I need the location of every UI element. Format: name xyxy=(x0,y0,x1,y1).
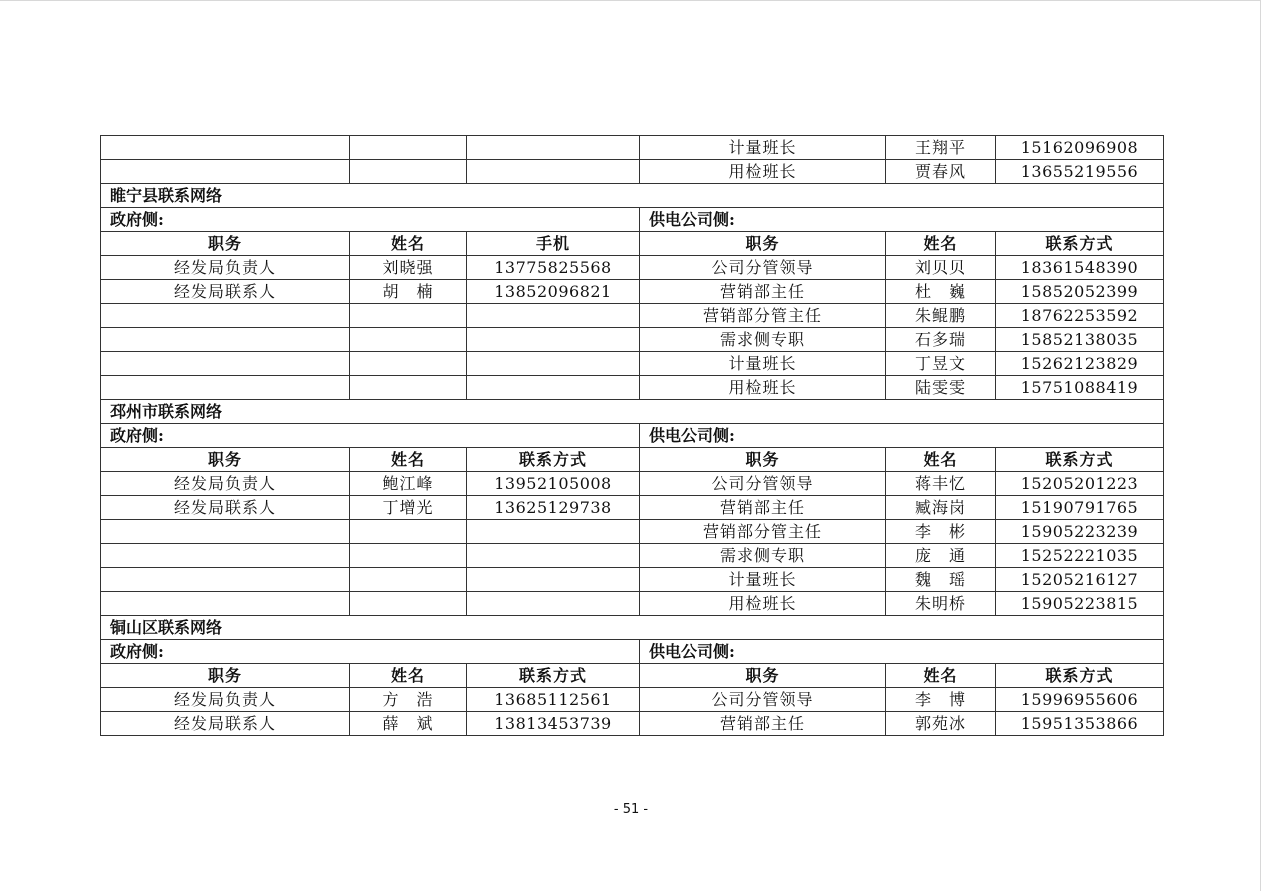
supplier-side-label: 供电公司侧: xyxy=(640,208,1164,232)
cell-sup-role: 用检班长 xyxy=(640,592,886,616)
cell-sup-name: 刘贝贝 xyxy=(886,256,996,280)
column-header-role: 职务 xyxy=(101,448,350,472)
page-number: - 51 - xyxy=(613,802,649,817)
table-row xyxy=(101,472,1164,496)
column-header-sup-name: 姓名 xyxy=(886,232,996,256)
column-header-gov-phone: 联系方式 xyxy=(467,448,640,472)
cell-gov-phone xyxy=(467,136,640,160)
cell-sup-name: 魏 瑶 xyxy=(886,568,996,592)
cell-gov-phone xyxy=(467,520,640,544)
cell-gov-role xyxy=(101,352,350,376)
supplier-side-label: 供电公司侧: xyxy=(640,424,1164,448)
table-row xyxy=(101,352,1164,376)
cell-gov-role xyxy=(101,520,350,544)
table-row xyxy=(101,160,1164,184)
cell-gov-role xyxy=(101,136,350,160)
cell-sup-role: 计量班长 xyxy=(640,136,886,160)
cell-sup-name: 王翔平 xyxy=(886,136,996,160)
column-header-gov-phone: 手机 xyxy=(467,232,640,256)
table-body xyxy=(101,136,1164,736)
column-header-sup-phone: 联系方式 xyxy=(996,232,1164,256)
cell-gov-role: 经发局负责人 xyxy=(101,472,350,496)
cell-gov-name xyxy=(350,352,467,376)
cell-gov-name: 鲍江峰 xyxy=(350,472,467,496)
table-row xyxy=(101,688,1164,712)
cell-sup-phone: 15951353866 xyxy=(996,712,1164,736)
column-header-row xyxy=(101,448,1164,472)
cell-sup-phone: 15996955606 xyxy=(996,688,1164,712)
cell-gov-phone: 13952105008 xyxy=(467,472,640,496)
government-side-label: 政府侧: xyxy=(101,208,640,232)
contact-network-table xyxy=(100,135,1164,736)
cell-gov-name: 刘晓强 xyxy=(350,256,467,280)
cell-gov-role xyxy=(101,544,350,568)
cell-sup-role: 需求侧专职 xyxy=(640,328,886,352)
table-row xyxy=(101,376,1164,400)
cell-sup-phone: 15162096908 xyxy=(996,136,1164,160)
table-row xyxy=(101,592,1164,616)
cell-sup-phone: 15190791765 xyxy=(996,496,1164,520)
cell-sup-name: 李 彬 xyxy=(886,520,996,544)
cell-sup-role: 公司分管领导 xyxy=(640,256,886,280)
column-header-sup-name: 姓名 xyxy=(886,448,996,472)
cell-sup-phone: 15852052399 xyxy=(996,280,1164,304)
cell-sup-phone: 15905223239 xyxy=(996,520,1164,544)
cell-gov-name: 胡 楠 xyxy=(350,280,467,304)
table-row xyxy=(101,280,1164,304)
cell-gov-name: 丁增光 xyxy=(350,496,467,520)
side-label-row xyxy=(101,208,1164,232)
cell-gov-role: 经发局联系人 xyxy=(101,496,350,520)
cell-gov-role xyxy=(101,592,350,616)
cell-sup-phone: 15205216127 xyxy=(996,568,1164,592)
table-row xyxy=(101,304,1164,328)
cell-gov-name xyxy=(350,520,467,544)
cell-gov-name xyxy=(350,304,467,328)
supplier-side-label: 供电公司侧: xyxy=(640,640,1164,664)
column-header-role: 职务 xyxy=(101,664,350,688)
cell-gov-role: 经发局联系人 xyxy=(101,712,350,736)
cell-sup-role: 营销部分管主任 xyxy=(640,304,886,328)
cell-gov-phone xyxy=(467,544,640,568)
column-header-name: 姓名 xyxy=(350,232,467,256)
section-title-row xyxy=(101,184,1164,208)
section-title: 邳州市联系网络 xyxy=(101,400,1164,424)
cell-sup-role: 公司分管领导 xyxy=(640,472,886,496)
cell-gov-phone: 13852096821 xyxy=(467,280,640,304)
cell-sup-role: 公司分管领导 xyxy=(640,688,886,712)
cell-sup-role: 计量班长 xyxy=(640,352,886,376)
column-header-sup-role: 职务 xyxy=(640,448,886,472)
cell-gov-name xyxy=(350,136,467,160)
cell-sup-role: 需求侧专职 xyxy=(640,544,886,568)
side-label-row xyxy=(101,640,1164,664)
cell-gov-phone xyxy=(467,376,640,400)
cell-sup-role: 用检班长 xyxy=(640,376,886,400)
column-header-role: 职务 xyxy=(101,232,350,256)
column-header-sup-name: 姓名 xyxy=(886,664,996,688)
cell-gov-phone: 13625129738 xyxy=(467,496,640,520)
cell-gov-role xyxy=(101,304,350,328)
cell-sup-role: 营销部主任 xyxy=(640,280,886,304)
column-header-row xyxy=(101,664,1164,688)
cell-gov-phone: 13813453739 xyxy=(467,712,640,736)
cell-gov-name xyxy=(350,376,467,400)
side-label-row xyxy=(101,424,1164,448)
cell-sup-name: 石多瑞 xyxy=(886,328,996,352)
cell-sup-phone: 18361548390 xyxy=(996,256,1164,280)
cell-sup-phone: 15262123829 xyxy=(996,352,1164,376)
table-row xyxy=(101,520,1164,544)
cell-gov-phone xyxy=(467,592,640,616)
cell-sup-name: 臧海岗 xyxy=(886,496,996,520)
section-title-row xyxy=(101,400,1164,424)
cell-sup-phone: 15252221035 xyxy=(996,544,1164,568)
cell-gov-name xyxy=(350,160,467,184)
column-header-sup-role: 职务 xyxy=(640,664,886,688)
cell-gov-phone xyxy=(467,160,640,184)
cell-gov-phone xyxy=(467,568,640,592)
cell-sup-name: 陆雯雯 xyxy=(886,376,996,400)
column-header-row xyxy=(101,232,1164,256)
cell-gov-name xyxy=(350,328,467,352)
government-side-label: 政府侧: xyxy=(101,424,640,448)
cell-sup-role: 营销部分管主任 xyxy=(640,520,886,544)
cell-sup-phone: 15205201223 xyxy=(996,472,1164,496)
column-header-sup-phone: 联系方式 xyxy=(996,664,1164,688)
cell-sup-name: 郭苑冰 xyxy=(886,712,996,736)
cell-gov-phone: 13775825568 xyxy=(467,256,640,280)
cell-gov-name: 方 浩 xyxy=(350,688,467,712)
cell-sup-phone: 15905223815 xyxy=(996,592,1164,616)
cell-sup-name: 丁昱文 xyxy=(886,352,996,376)
cell-sup-phone: 13655219556 xyxy=(996,160,1164,184)
table-row xyxy=(101,544,1164,568)
cell-sup-name: 朱鲲鹏 xyxy=(886,304,996,328)
cell-gov-role: 经发局联系人 xyxy=(101,280,350,304)
cell-gov-phone xyxy=(467,304,640,328)
column-header-sup-role: 职务 xyxy=(640,232,886,256)
table-row xyxy=(101,328,1164,352)
section-title-row xyxy=(101,616,1164,640)
cell-sup-name: 蒋丰忆 xyxy=(886,472,996,496)
cell-gov-role xyxy=(101,328,350,352)
cell-gov-phone: 13685112561 xyxy=(467,688,640,712)
column-header-name: 姓名 xyxy=(350,664,467,688)
table-row xyxy=(101,568,1164,592)
cell-sup-phone: 18762253592 xyxy=(996,304,1164,328)
cell-sup-name: 庞 通 xyxy=(886,544,996,568)
cell-sup-name: 李 博 xyxy=(886,688,996,712)
government-side-label: 政府侧: xyxy=(101,640,640,664)
column-header-gov-phone: 联系方式 xyxy=(467,664,640,688)
cell-sup-name: 杜 巍 xyxy=(886,280,996,304)
cell-gov-name xyxy=(350,568,467,592)
cell-sup-role: 用检班长 xyxy=(640,160,886,184)
cell-sup-phone: 15751088419 xyxy=(996,376,1164,400)
cell-gov-role: 经发局负责人 xyxy=(101,256,350,280)
cell-sup-name: 朱明桥 xyxy=(886,592,996,616)
table-row xyxy=(101,256,1164,280)
cell-gov-name: 薛 斌 xyxy=(350,712,467,736)
cell-sup-role: 营销部主任 xyxy=(640,496,886,520)
cell-gov-phone xyxy=(467,352,640,376)
table-row xyxy=(101,712,1164,736)
column-header-sup-phone: 联系方式 xyxy=(996,448,1164,472)
cell-gov-role xyxy=(101,160,350,184)
column-header-name: 姓名 xyxy=(350,448,467,472)
section-title: 铜山区联系网络 xyxy=(101,616,1164,640)
section-title: 睢宁县联系网络 xyxy=(101,184,1164,208)
cell-sup-role: 计量班长 xyxy=(640,568,886,592)
cell-sup-role: 营销部主任 xyxy=(640,712,886,736)
cell-gov-phone xyxy=(467,328,640,352)
cell-sup-phone: 15852138035 xyxy=(996,328,1164,352)
cell-gov-name xyxy=(350,544,467,568)
cell-gov-role xyxy=(101,376,350,400)
cell-gov-role xyxy=(101,568,350,592)
cell-gov-name xyxy=(350,592,467,616)
cell-gov-role: 经发局负责人 xyxy=(101,688,350,712)
table-row xyxy=(101,496,1164,520)
cell-sup-name: 贾春风 xyxy=(886,160,996,184)
table-row xyxy=(101,136,1164,160)
